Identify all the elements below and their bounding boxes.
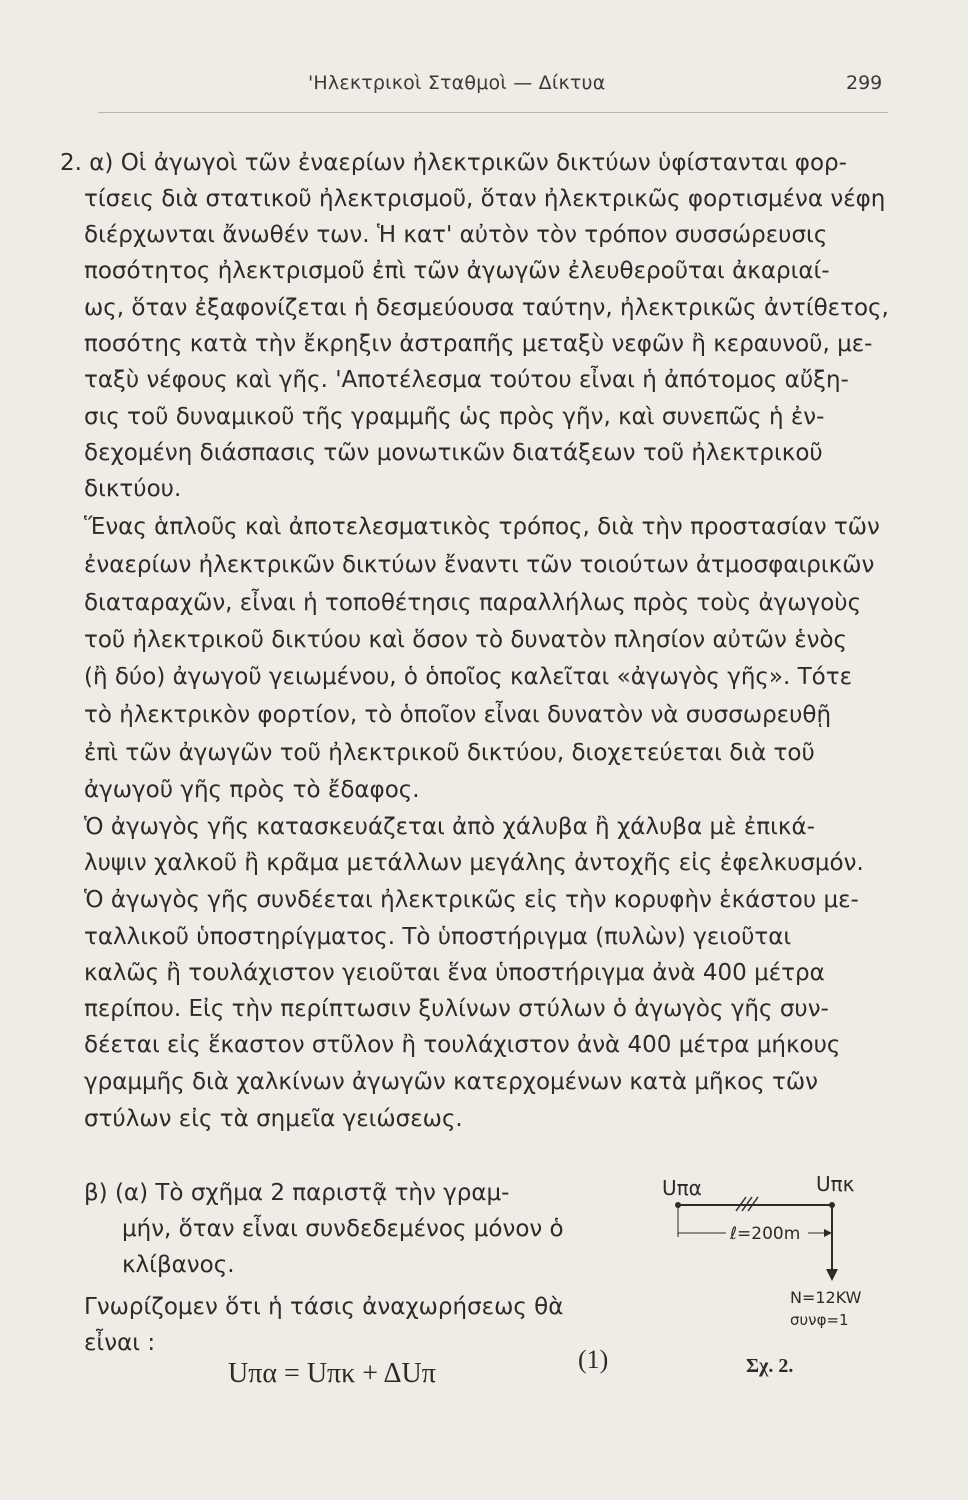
load-arrow — [826, 1269, 838, 1281]
body-line: (ἢ δύο) ἀγωγοῦ γειωμένου, ὁ ὁποῖος καλεῖται «ἀγωγὸς γῆς». Τότε — [84, 664, 852, 690]
body-line: τίσεις διὰ στατικοῦ ἠλεκτρισμοῦ, ὅταν ἠλεκτρικῶς φορτισμένα νέφη — [84, 186, 886, 212]
load-power-label: N=12KW — [790, 1288, 862, 1307]
body-line: ταλλικοῦ ὑποστηρίγματος. Τὸ ὑποστήριγμα (πυλὼν) γειοῦται — [84, 924, 792, 950]
sending-voltage-label: Uπα — [662, 1176, 702, 1200]
body-line: δικτύου. — [84, 476, 182, 502]
body-line: στύλων εἰς τὰ σημεῖα γειώσεως. — [84, 1106, 463, 1132]
body-line: διαταραχῶν, εἶναι ἡ τοποθέτησις παραλλήλως πρὸς τοὺς ἀγωγοὺς — [84, 590, 862, 616]
power-factor-label: συνφ=1 — [790, 1311, 849, 1329]
page-number: 299 — [846, 72, 883, 94]
body-line: δεχομένη διάσπασις τῶν μονωτικῶν διατάξεων τοῦ ἠλεκτρικοῦ — [84, 440, 823, 466]
body-line: διέρχωνται ἄνωθέν των. Ἡ κατ' αὐτὸν τὸν τρόπον συσσώρευσις — [84, 222, 828, 248]
body-line: ἀγωγοῦ γῆς πρὸς τὸ ἔδαφος. — [84, 777, 420, 803]
body-line: Ἕνας ἁπλοῦς καὶ ἀποτελεσματικὸς τρόπος, διὰ τὴν προστασίαν τῶν — [84, 514, 880, 540]
equation: Uπα = Uπκ + ΔUπ — [228, 1358, 436, 1389]
body-line: β) (α) Τὸ σχῆμα 2 παριστᾷ τὴν γραμ- — [84, 1180, 510, 1206]
body-line: τοῦ ἠλεκτρικοῦ δικτύου καὶ ὅσον τὸ δυνατὸν πλησίον αὐτῶν ἑνὸς — [84, 627, 848, 653]
body-line: εἶναι : — [84, 1330, 156, 1356]
body-line: Γνωρίζομεν ὅτι ἡ τάσις ἀναχωρήσεως θὰ — [84, 1294, 564, 1320]
body-line: τὸ ἠλεκτρικὸν φορτίον, τὸ ὁποῖον εἶναι δυνατὸν νὰ συσσωρευθῇ — [84, 702, 832, 728]
dimension-arrow-right — [824, 1229, 832, 1237]
header-rule — [98, 112, 888, 113]
body-line: ποσότητος ἠλεκτρισμοῦ ἐπὶ τῶν ἀγωγῶν ἐλευθεροῦται ἀκαριαί- — [84, 258, 830, 284]
body-line: δέεται εἰς ἕκαστον στῦλον ἢ τουλάχιστον ἀνὰ 400 μέτρα μήκους — [84, 1032, 841, 1058]
body-line: λυψιν χαλκοῦ ἢ κρᾶμα μετάλλων μεγάλης ἀντοχῆς εἰς ἐφελκυσμόν. — [84, 850, 864, 876]
length-label: ℓ=200m — [730, 1224, 801, 1244]
body-line: ως, ὅταν ἐξαφονίζεται ἡ δεσμεύουσα ταύτην, ἠλεκτρικῶς ἀντίθετος, — [84, 295, 889, 321]
body-line: 2. α) Οἱ ἀγωγοὶ τῶν ἐναερίων ἠλεκτρικῶν δικτύων ὑφίστανται φορ- — [60, 150, 847, 176]
body-line: Ὁ ἀγωγὸς γῆς κατασκευάζεται ἀπὸ χάλυβα ἢ χάλυβα μὲ ἐπικά- — [84, 814, 815, 840]
body-line: ταξὺ νέφους καὶ γῆς. 'Αποτέλεσμα τούτου εἶναι ἡ ἀπότομος αὔξη- — [84, 367, 849, 393]
receiving-voltage-label: Uπκ — [816, 1172, 855, 1196]
body-line: γραμμῆς διὰ χαλκίνων ἀγωγῶν κατερχομένων κατὰ μῆκος τῶν — [84, 1069, 819, 1095]
body-line: ἐπὶ τῶν ἀγωγῶν τοῦ ἠλεκτρικοῦ δικτύου, διοχετεύεται διὰ τοῦ — [84, 740, 815, 766]
line-diagram — [650, 1165, 910, 1345]
body-line: σις τοῦ δυναμικοῦ τῆς γραμμῆς ὡς πρὸς γῆν, καὶ συνεπῶς ἡ ἐν- — [84, 404, 825, 430]
running-title: 'Ηλεκτρικοὶ Σταθμοὶ — Δίκτυα — [308, 72, 606, 94]
body-line: περίπου. Εἰς τὴν περίπτωσιν ξυλίνων στύλων ὁ ἀγωγὸς γῆς συν- — [84, 996, 829, 1022]
body-line: μήν, ὅταν εἶναι συνδεδεμένος μόνον ὁ — [122, 1216, 564, 1242]
body-line: Ὁ ἀγωγὸς γῆς συνδέεται ἠλεκτρικῶς εἰς τὴν κορυφὴν ἑκάστου με- — [84, 887, 859, 913]
figure-caption: Σχ. 2. — [746, 1355, 794, 1377]
body-line: ποσότης κατὰ τὴν ἔκρηξιν ἀστραπῆς μεταξὺ νεφῶν ἢ κεραυνοῦ, με- — [84, 331, 873, 357]
body-line: ἐναερίων ἠλεκτρικῶν δικτύων ἔναντι τῶν τοιούτων ἀτμοσφαιρικῶν — [84, 552, 875, 578]
body-line: κλίβανος. — [122, 1252, 235, 1278]
equation-number: (1) — [578, 1345, 609, 1374]
body-line: καλῶς ἢ τουλάχιστον γειοῦται ἕνα ὑποστήριγμα ἀνὰ 400 μέτρα — [84, 960, 825, 986]
